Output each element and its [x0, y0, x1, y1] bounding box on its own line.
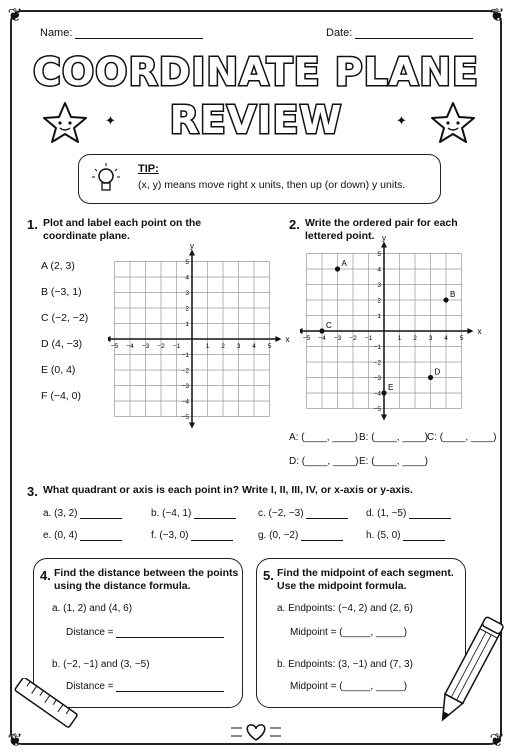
x-tick-label: −3 — [141, 343, 150, 350]
point-label: B — [450, 290, 456, 299]
plotted-point — [428, 375, 433, 380]
q3-item[interactable]: a. (3, 2) — [43, 508, 122, 519]
y-tick-label: 5 — [377, 251, 381, 258]
x-axis-arrow-icon — [468, 328, 474, 334]
star-icon — [428, 100, 478, 145]
corner-swirl-icon: ❦ — [7, 5, 23, 25]
q1-point: B (−3, 1) — [41, 286, 82, 298]
q2-answer[interactable]: A: (____, ____) — [289, 432, 358, 443]
x-axis-label: x — [285, 335, 290, 344]
y-tick-label: 4 — [185, 274, 189, 282]
question-number: 4. — [40, 568, 51, 583]
x-tick-label: −1 — [172, 343, 181, 350]
x-tick-label: −2 — [349, 335, 357, 342]
y-tick-label: −2 — [181, 367, 189, 375]
x-tick-label: 3 — [428, 335, 433, 342]
y-tick-label: 3 — [377, 282, 381, 289]
question-1 — [27, 216, 38, 234]
q5-part-a: a. Endpoints: (−4, 2) and (2, 6) — [277, 603, 413, 614]
coordinate-grid-q2 — [300, 234, 485, 424]
q5-midpoint-b[interactable]: Midpoint = (_____, _____) — [290, 681, 408, 692]
question-2 — [289, 216, 300, 234]
y-axis-label: y — [382, 234, 386, 243]
y-tick-label: −3 — [373, 375, 381, 382]
question-number: 5. — [263, 568, 274, 583]
sparkle-icon: ✦ — [396, 113, 407, 128]
ruler-icon — [10, 678, 80, 730]
x-tick-label: −4 — [126, 343, 134, 350]
q2-answer[interactable]: B: (____, ____) — [359, 432, 428, 443]
q1-point: A (2, 3) — [41, 260, 75, 272]
q3-item[interactable]: c. (−2, −3) — [258, 508, 348, 519]
q1-point: F (−4, 0) — [41, 390, 81, 402]
q3-item[interactable]: d. (1, −5) — [366, 508, 451, 519]
question-number: 2. — [289, 217, 300, 232]
point-label: A — [341, 259, 347, 268]
q2-answer[interactable]: E: (____, ____) — [359, 456, 428, 467]
question-number: 1. — [27, 217, 38, 232]
x-tick-label: 5 — [459, 335, 464, 342]
corner-swirl-icon: ❦ — [7, 730, 23, 750]
y-tick-label: 4 — [377, 266, 381, 274]
y-tick-label: −5 — [181, 414, 189, 421]
y-tick-label: −4 — [181, 398, 189, 406]
heart-icon — [228, 720, 284, 744]
q2-answer[interactable]: C: (____, ____) — [427, 432, 497, 443]
q1-point: D (4, −3) — [41, 338, 83, 350]
x-tick-label: 1 — [205, 343, 210, 350]
question-3 — [27, 483, 38, 501]
y-tick-label: −2 — [373, 359, 381, 367]
y-axis-arrow-icon — [381, 415, 387, 421]
q5-midpoint-a[interactable]: Midpoint = (_____, _____) — [290, 627, 408, 638]
question-3-text: What quadrant or axis is each point in? Write I, II, III, IV, or x-axis or y-axis. — [43, 484, 413, 496]
y-tick-label: −3 — [181, 383, 189, 390]
point-label: E — [388, 383, 394, 392]
tip-label: TIP: — [138, 163, 159, 175]
star-icon — [40, 100, 90, 145]
corner-swirl-icon: ❦ — [489, 730, 505, 750]
page-subtitle: REVIEW — [169, 98, 343, 142]
x-tick-label: 5 — [267, 343, 272, 350]
question-5-text: Find the midpoint of each segment. Use the midpoint formula. — [277, 567, 454, 592]
y-tick-label: −4 — [373, 390, 381, 398]
q1-point: E (0, 4) — [41, 364, 76, 376]
plotted-point — [335, 266, 340, 271]
question-2-text: Write the ordered pair for each lettered point. — [305, 217, 458, 242]
x-tick-label: 2 — [221, 343, 225, 350]
x-tick-label: −4 — [318, 335, 326, 342]
date-field[interactable] — [326, 27, 473, 39]
x-tick-label: −2 — [157, 343, 165, 350]
x-axis-arrow-icon — [300, 328, 303, 334]
x-axis-label: x — [477, 327, 482, 336]
y-tick-label: 1 — [185, 321, 189, 328]
q4-part-b: b. (−2, −1) and (3, −5) — [52, 659, 150, 670]
y-axis-label: y — [190, 241, 194, 251]
x-tick-label: 1 — [397, 335, 402, 342]
q3-item[interactable]: e. (0, 4) — [43, 530, 122, 541]
x-tick-label: 3 — [236, 343, 241, 350]
point-label: D — [434, 367, 441, 377]
tip-box — [78, 154, 441, 204]
q1-point: C (−2, −2) — [41, 312, 89, 324]
y-tick-label: 2 — [185, 305, 189, 313]
tip-text: (x, y) means move right x units, then up (or down) y units. — [138, 179, 406, 191]
q3-item[interactable]: b. (−4, 1) — [151, 508, 236, 519]
question-number: 3. — [27, 484, 38, 499]
sparkle-icon: ✦ — [105, 113, 116, 128]
q4-distance-b[interactable]: Distance = — [66, 681, 224, 692]
q3-item[interactable]: f. (−3, 0) — [151, 530, 233, 541]
plotted-point — [381, 390, 386, 395]
y-axis-arrow-icon — [189, 423, 195, 429]
q2-answer[interactable]: D: (____, ____) — [289, 456, 359, 467]
y-tick-label: 1 — [377, 313, 381, 320]
page-title: COORDINATE PLANE — [32, 50, 480, 94]
lightbulb-icon — [91, 161, 121, 199]
coordinate-grid-q1[interactable] — [108, 234, 293, 439]
plotted-point — [319, 328, 324, 333]
date-label: Date: — [326, 27, 353, 39]
q4-distance-a[interactable]: Distance = — [66, 627, 224, 638]
y-tick-label: −5 — [373, 406, 381, 413]
x-tick-label: 4 — [252, 343, 256, 350]
x-tick-label: −1 — [364, 335, 373, 342]
x-tick-label: −3 — [333, 335, 342, 342]
pencil-icon — [430, 612, 505, 737]
corner-swirl-icon: ❦ — [489, 5, 505, 25]
y-tick-label: −1 — [373, 344, 381, 351]
x-tick-label: 2 — [413, 335, 417, 342]
x-tick-label: −5 — [302, 335, 311, 342]
q5-part-b: b. Endpoints: (3, −1) and (7, 3) — [277, 659, 413, 670]
x-axis-arrow-icon — [108, 336, 111, 342]
q3-item[interactable]: g. (0, −2) — [258, 530, 343, 541]
y-tick-label: 5 — [185, 259, 189, 266]
x-axis-arrow-icon — [276, 336, 282, 342]
question-1-text: Plot and label each point on the coordinate plane. — [43, 217, 202, 242]
name-label: Name: — [40, 27, 73, 39]
x-tick-label: 4 — [444, 335, 448, 342]
y-tick-label: −1 — [181, 352, 189, 359]
y-tick-label: 3 — [185, 290, 189, 297]
q3-item[interactable]: h. (5, 0) — [366, 530, 445, 541]
name-field[interactable] — [40, 27, 203, 39]
question-4-text: Find the distance between the points using the distance formula. — [54, 567, 239, 592]
y-tick-label: 2 — [377, 297, 381, 305]
x-tick-label: −5 — [110, 343, 119, 350]
point-label: C — [326, 321, 332, 330]
plotted-point — [443, 297, 448, 302]
q4-part-a: a. (1, 2) and (4, 6) — [52, 603, 133, 614]
